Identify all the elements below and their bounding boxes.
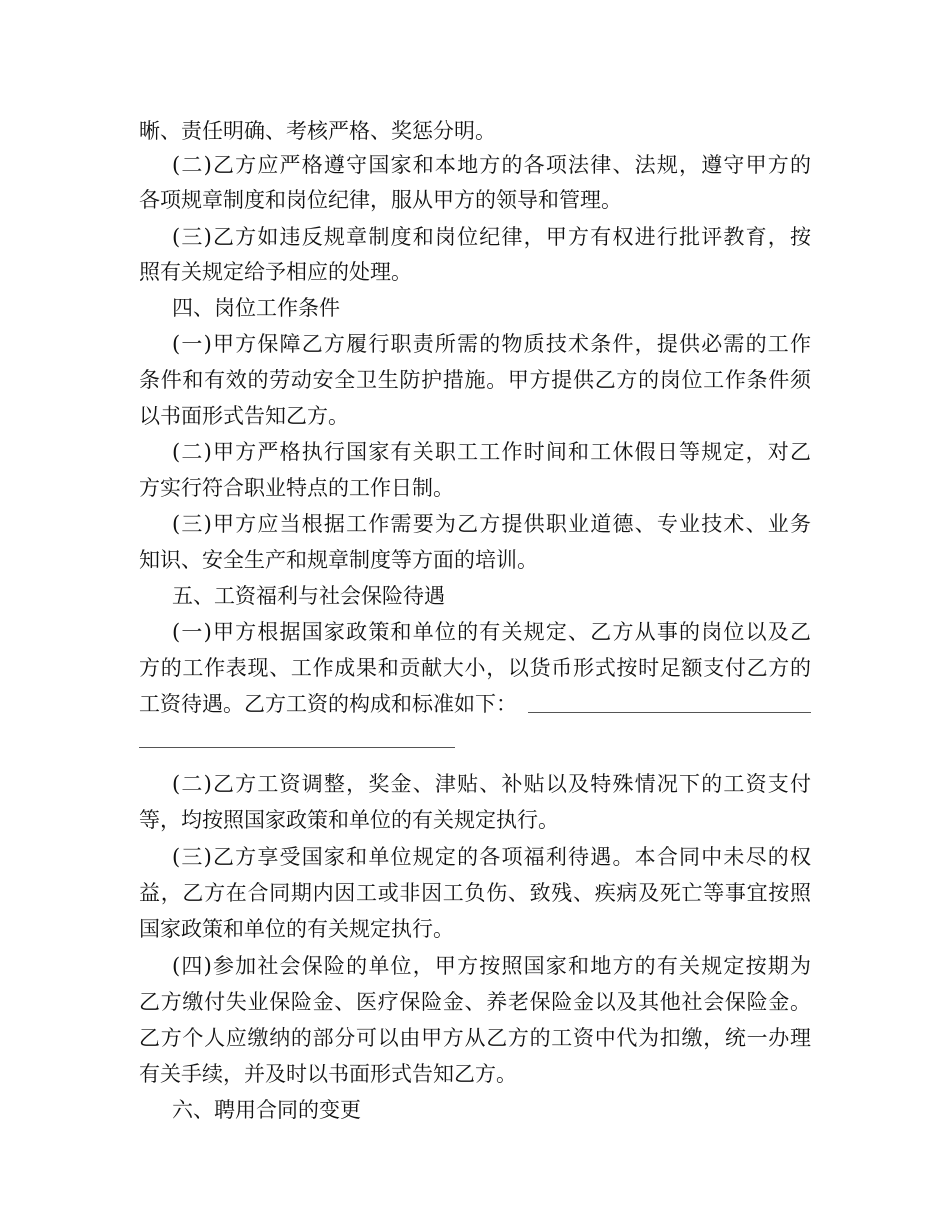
text-line: 知识、安全生产和规章制度等方面的培训。 bbox=[139, 548, 538, 572]
text-line: 晰、责任明确、考核严格、奖惩分明。 bbox=[139, 119, 496, 143]
text-line: 各项规章制度和岗位纪律，服从甲方的领导和管理。 bbox=[139, 188, 622, 212]
section-heading: 五、工资福利与社会保险待遇 bbox=[172, 584, 445, 608]
text-line: 益，乙方在合同期内因工或非因工负伤、致残、疾病及死亡等事宜按照 bbox=[139, 881, 811, 905]
text-line: 方的工作表现、工作成果和贡献大小，以货币形式按时足额支付乙方的 bbox=[139, 656, 811, 680]
text-line: 照有关规定给予相应的处理。 bbox=[139, 260, 412, 284]
text-line: 乙方缴付失业保险金、医疗保险金、养老保险金以及其他社会保险金。 bbox=[139, 990, 811, 1014]
text-line: (二)乙方应严格遵守国家和本地方的各项法律、法规，遵守甲方的 bbox=[172, 153, 811, 177]
text-line: 等，均按照国家政策和单位的有关规定执行。 bbox=[139, 808, 559, 832]
text-line: 工资待遇。乙方工资的构成和标准如下： bbox=[139, 692, 517, 716]
text-line: (三)甲方应当根据工作需要为乙方提供职业道德、专业技术、业务 bbox=[172, 512, 811, 536]
fill-in-blank bbox=[139, 747, 455, 748]
text-line: (二)乙方工资调整，奖金、津贴、补贴以及特殊情况下的工资支付 bbox=[172, 772, 811, 796]
fill-in-blank bbox=[528, 712, 811, 713]
text-line: 国家政策和单位的有关规定执行。 bbox=[139, 917, 454, 941]
section-heading: 四、岗位工作条件 bbox=[172, 296, 340, 320]
text-line: 方实行符合职业特点的工作日制。 bbox=[139, 476, 454, 500]
text-line: 条件和有效的劳动安全卫生防护措施。甲方提供乙方的岗位工作条件须 bbox=[139, 368, 811, 392]
text-line: 乙方个人应缴纳的部分可以由甲方从乙方的工资中代为扣缴，统一办理 bbox=[139, 1026, 811, 1050]
text-line: (三)乙方如违反规章制度和岗位纪律，甲方有权进行批评教育，按 bbox=[172, 225, 811, 249]
text-line: 以书面形式告知乙方。 bbox=[139, 404, 349, 428]
text-line: (一)甲方保障乙方履行职责所需的物质技术条件，提供必需的工作 bbox=[172, 332, 811, 356]
text-line: (一)甲方根据国家政策和单位的有关规定、乙方从事的岗位以及乙 bbox=[172, 620, 811, 644]
text-line: (二)甲方严格执行国家有关职工工作时间和工休假日等规定，对乙 bbox=[172, 440, 811, 464]
text-line: (四)参加社会保险的单位，甲方按照国家和地方的有关规定按期为 bbox=[172, 954, 811, 978]
text-line: (三)乙方享受国家和单位规定的各项福利待遇。本合同中未尽的权 bbox=[172, 845, 811, 869]
text-line: 有关手续，并及时以书面形式告知乙方。 bbox=[139, 1062, 517, 1086]
section-heading: 六、聘用合同的变更 bbox=[172, 1098, 361, 1122]
